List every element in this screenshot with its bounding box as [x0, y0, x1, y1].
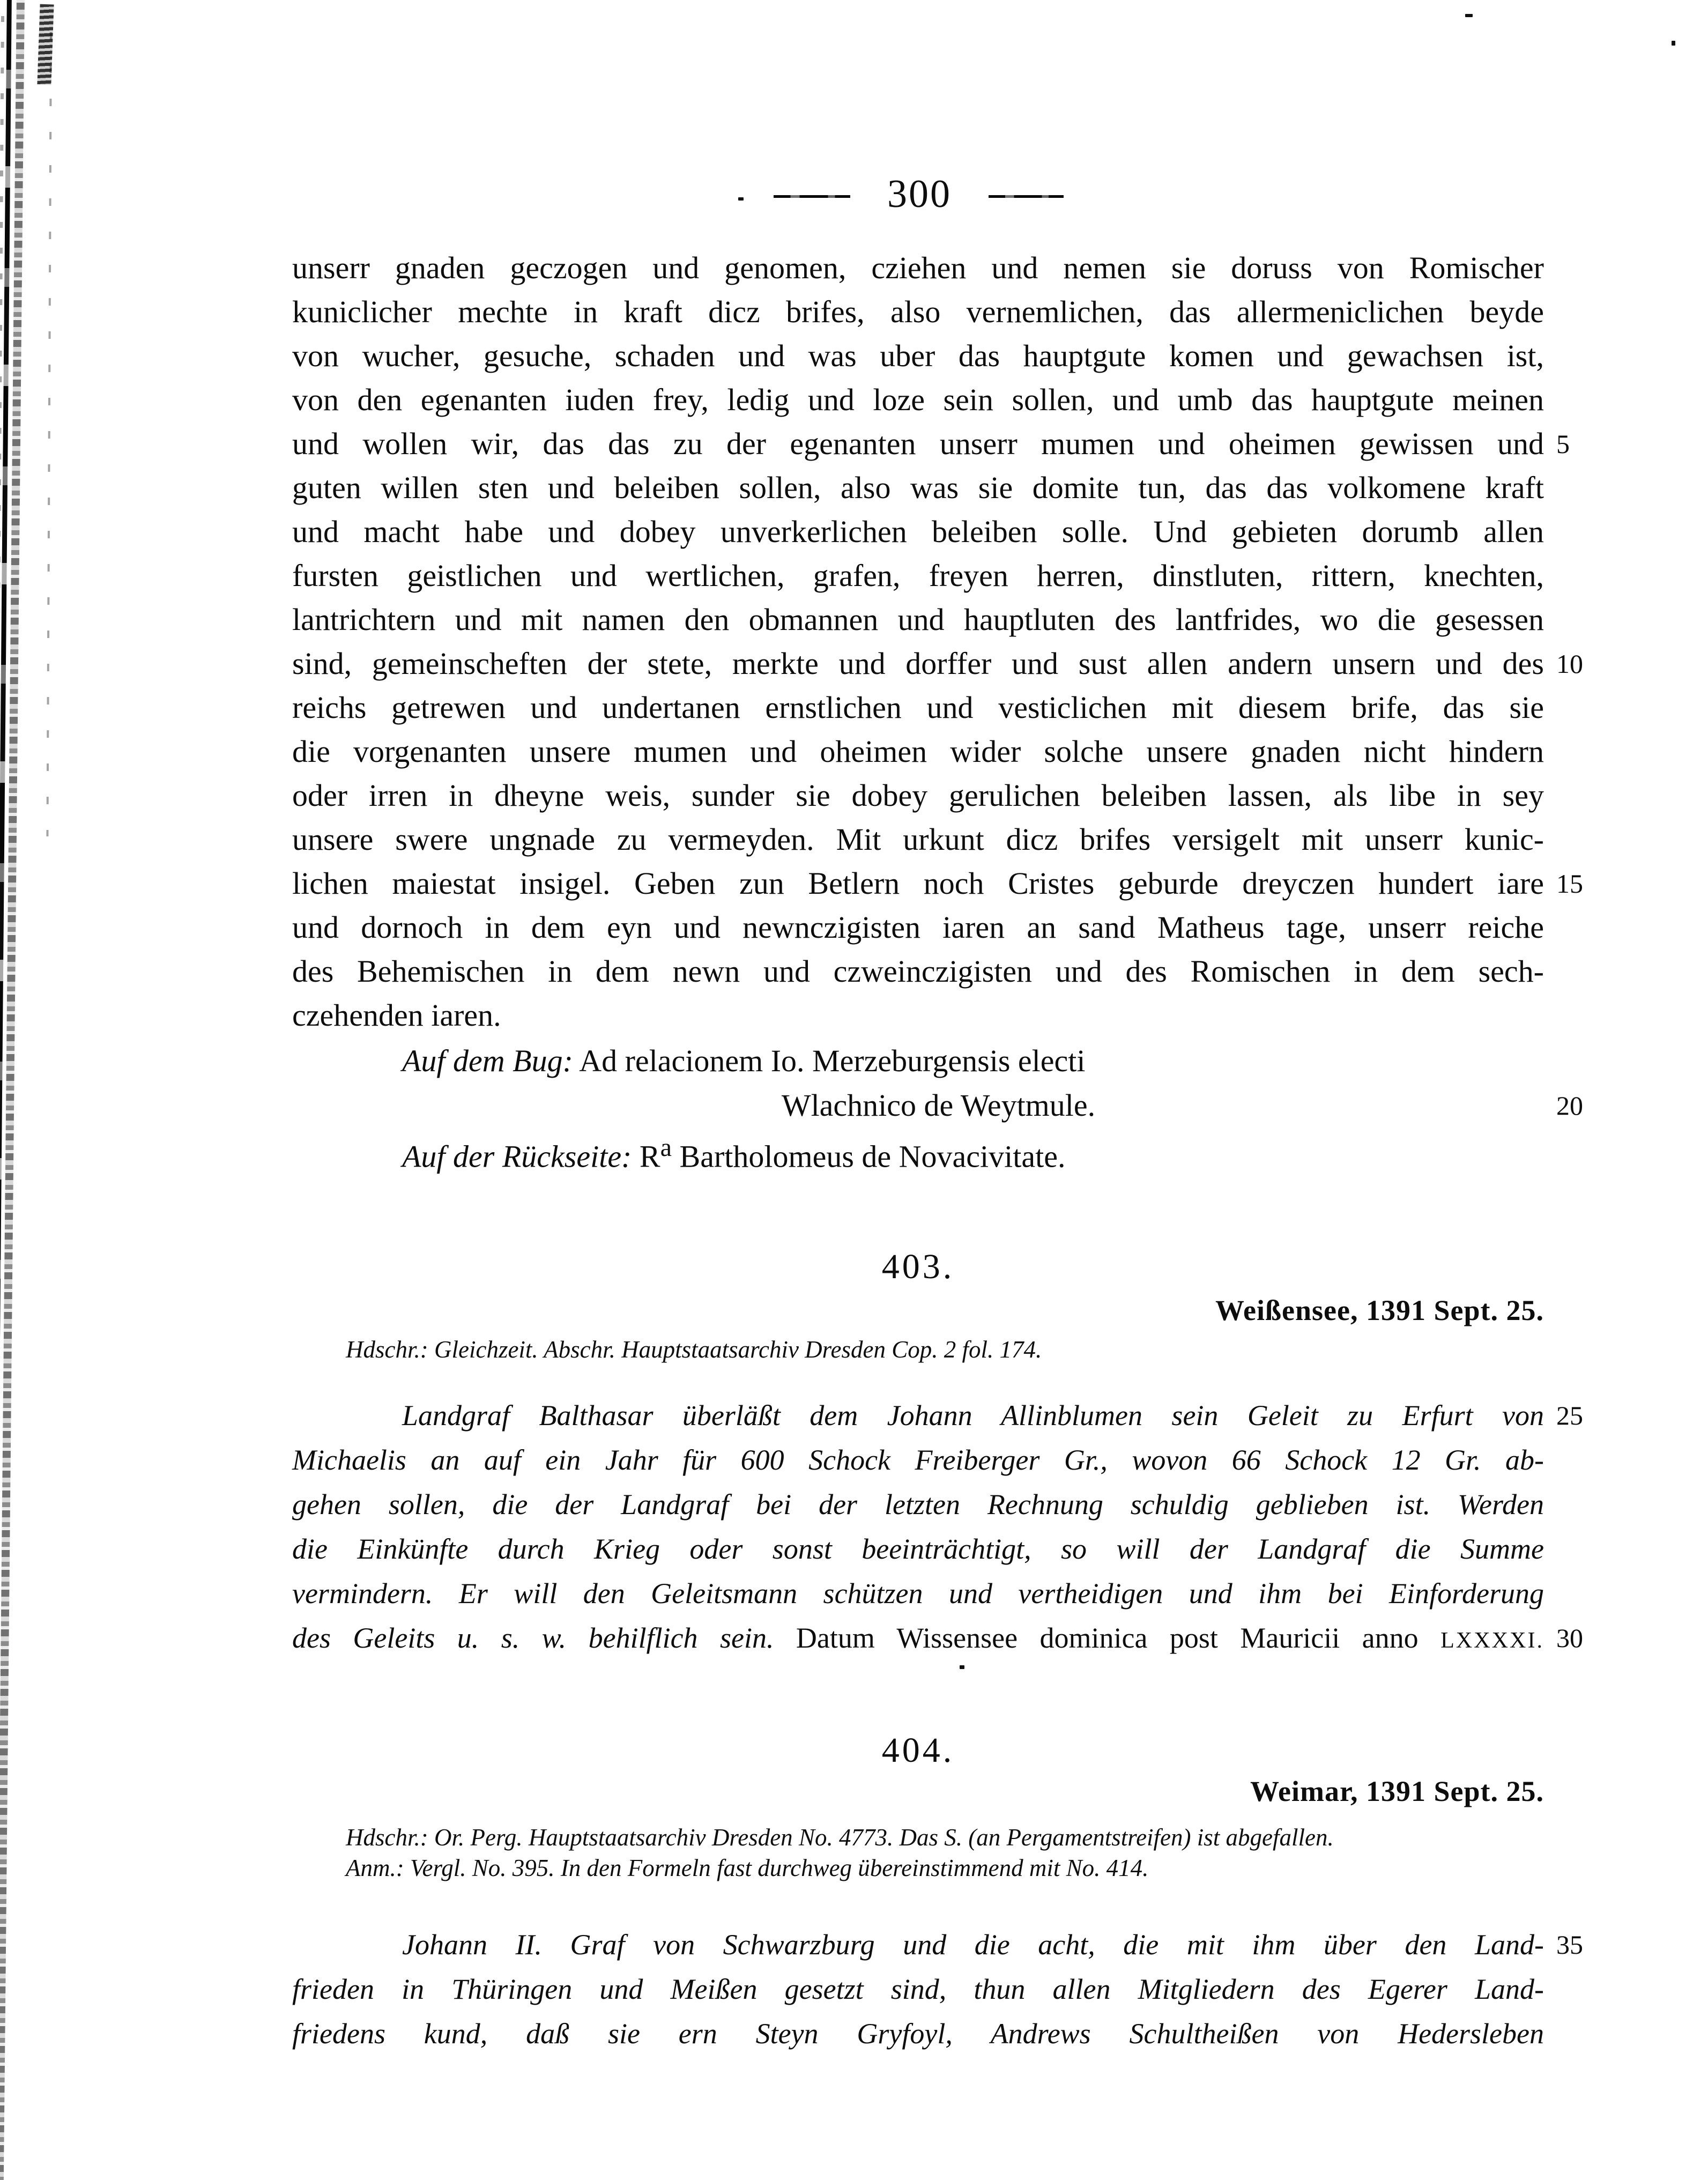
scan-speck — [738, 197, 744, 201]
page-number: 300 — [887, 172, 952, 216]
scan-ink-blob — [37, 4, 54, 85]
scan-binding-speckle — [0, 0, 25, 2180]
marginal-line-number: 25 — [1556, 1400, 1583, 1430]
back-note-verso-label: Auf der Rückseite: — [402, 1139, 632, 1174]
registratura-sigla: R — [632, 1139, 660, 1174]
body-text-line: des Behemischen in dem newn und czweinczigisten und des Romischen in dem sech- — [292, 954, 1544, 989]
entry-403-number: 403. — [881, 1247, 955, 1286]
body-text-line: czehenden iaren. — [292, 998, 501, 1033]
back-note-verso — [402, 1126, 1544, 1174]
body-text-line: reichs getrewen und undertanen ernstlichen und vesticlichen mit diesem brife, das sie — [292, 690, 1544, 725]
marginal-line-number: 10 — [1556, 649, 1583, 679]
marginal-line-number: 30 — [1556, 1623, 1583, 1653]
body-text-line: unsere swere ungnade zu vermeyden. Mit urkunt dicz brifes versigelt mit unserr kunic- — [292, 822, 1544, 857]
entry-404-date: Weimar, 1391 Sept. 25. — [1250, 1775, 1544, 1807]
regest-line: vermindern. Er will den Geleitsmann schützen und vertheidigen und ihm bei Einforderung — [292, 1577, 1544, 1610]
regest-line: Landgraf Balthasar überläßt dem Johann Allinblumen sein Geleit zu Erfurt von — [402, 1399, 1544, 1432]
entry-404-number: 404. — [881, 1731, 955, 1770]
header-rule-right — [989, 195, 1064, 198]
body-text-line: fursten geistlichen und wertlichen, grafen, freyen herren, dinstluten, rittern, knechten, — [292, 558, 1544, 593]
body-text-line: kuniclicher mechte in kraft dicz brifes, also vernemlichen, das allermeniclichen beyde — [292, 294, 1544, 329]
entry-403-source: Hdschr.: Gleichzeit. Abschr. Hauptstaatsarchiv Dresden Cop. 2 fol. 174. — [346, 1336, 1042, 1363]
body-text-line: oder irren in dheyne weis, sunder sie dobey gerulichen beleiben lassen, als libe in sey — [292, 778, 1544, 813]
marginal-line-number: 20 — [1556, 1091, 1583, 1121]
scan-speck — [1672, 41, 1675, 46]
scan-faint-dotted-line — [46, 32, 52, 836]
regest-line: die Einkünfte durch Krieg oder sonst beeinträchtigt, so will der Landgraf die Summe — [292, 1533, 1544, 1565]
scan-binding-dots — [0, 16, 4, 2150]
scan-speck — [960, 1665, 964, 1669]
regest-line: friedens kund, daß sie ern Steyn Gryfoyl, Andrews Schultheißen von Hedersleben — [292, 2018, 1544, 2050]
body-text-line: lichen maiestat insigel. Geben zun Betlern noch Cristes geburde dreyczen hundert iare — [292, 866, 1544, 901]
datum-year-smallcaps: LXXXXI. — [1440, 1628, 1544, 1653]
body-text-line: die vorgenanten unsere mumen und oheimen wider solche unsere gnaden nicht hindern — [292, 734, 1544, 769]
body-text-line: von den egenanten iuden frey, ledig und loze sein sollen, und umb das hauptgute meinen — [292, 382, 1544, 417]
scan-binding-streak — [0, 0, 12, 2180]
entry-404-note: Anm.: Vergl. No. 395. In den Formeln fast durchweg übereinstimmend mit No. 414. — [346, 1855, 1149, 1881]
body-text-line: unserr gnaden geczogen und genomen, cziehen und nemen sie doruss von Romischer — [292, 250, 1544, 285]
regest-line: Michaelis an auf ein Jahr für 600 Schock Freiberger Gr., wovon 66 Schock 12 Gr. ab- — [292, 1444, 1544, 1476]
body-text-line: guten willen sten und beleiben sollen, also was sie domite tun, das das volkomene kraft — [292, 470, 1544, 505]
marginal-line-number: 15 — [1556, 869, 1583, 899]
back-note-bug-text: Ad relacionem Io. Merzeburgensis electi — [573, 1043, 1086, 1078]
entry-404-source: Hdschr.: Or. Perg. Hauptstaatsarchiv Dresden No. 4773. Das S. (an Pergamentstreifen) ist abgefallen. — [346, 1824, 1334, 1851]
regest-line: gehen sollen, die der Landgraf bei der letzten Rechnung schuldig geblieben ist. Werden — [292, 1488, 1544, 1521]
scan-speck — [1465, 14, 1473, 17]
back-note-verso-text: Bartholomeus de Novacivitate. — [672, 1139, 1066, 1174]
body-text-line: und macht habe und dobey unverkerlichen beleiben solle. Und gebieten dorumb allen — [292, 514, 1544, 549]
regest-italic-end: des Geleits u. s. w. behilflich sein. — [292, 1622, 774, 1654]
back-note-bug-name: Wlachnico de Weytmule. — [781, 1088, 1096, 1123]
body-text-line: sind, gemeinscheften der stete, merkte und dorffer und sust allen andern unsern und des — [292, 646, 1544, 681]
body-text-line: und wollen wir, das das zu der egenanten unserr mumen und oheimen gewissen und — [292, 426, 1544, 461]
regest-line: Johann II. Graf von Schwarzburg und die acht, die mit ihm über den Land- — [402, 1929, 1544, 1961]
regest-line: frieden in Thüringen und Meißen gesetzt sind, thun allen Mitgliedern des Egerer Land- — [292, 1973, 1544, 2005]
back-note-bug — [402, 1039, 1544, 1083]
marginal-line-number: 5 — [1556, 429, 1570, 459]
marginal-line-number: 35 — [1556, 1930, 1583, 1960]
datum-roman: Datum Wissensee dominica post Mauricii anno — [774, 1622, 1441, 1654]
body-text-line: von wucher, gesuche, schaden und was uber das hauptgute komen und gewachsen ist, — [292, 338, 1544, 373]
body-text-line: lantrichtern und mit namen den obmannen und hauptluten des lantfrides, wo die gesessen — [292, 602, 1544, 637]
registratura-sigla-sup: a — [660, 1133, 672, 1162]
entry-403-date: Weißensee, 1391 Sept. 25. — [1215, 1294, 1544, 1326]
back-note-bug-label: Auf dem Bug: — [402, 1043, 573, 1078]
body-text-line: und dornoch in dem eyn und newnczigisten iaren an sand Matheus tage, unserr reiche — [292, 910, 1544, 945]
regest-line-datum — [292, 1616, 1544, 1660]
